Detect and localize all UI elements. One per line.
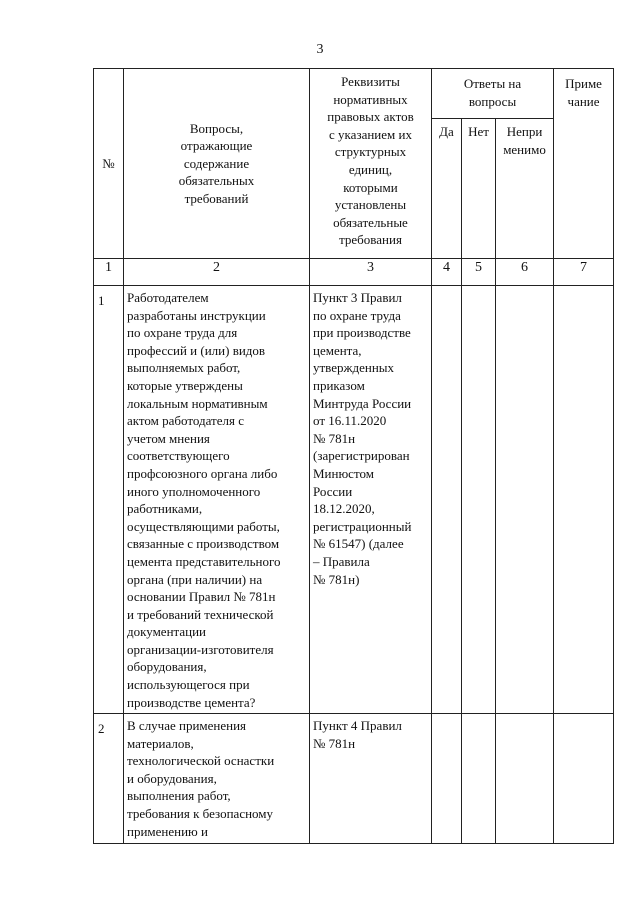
answer-yes-cell xyxy=(432,286,462,714)
row-question xyxy=(124,714,310,844)
page-number: 3 xyxy=(316,42,324,57)
column-number-row xyxy=(94,259,614,286)
row-requisites xyxy=(310,286,432,714)
checklist-table xyxy=(93,68,614,844)
header-answers-text: Ответы на вопросы xyxy=(463,76,522,109)
column-number: 5 xyxy=(462,259,496,286)
column-number: 1 xyxy=(94,259,124,286)
header-questions-text: Вопросы, отражающие содержание обязательных требований xyxy=(178,120,255,206)
header-num: № xyxy=(94,69,124,259)
row-requisites xyxy=(310,714,432,844)
row-requisites-text: Пункт 4 Правил № 781н xyxy=(313,718,402,751)
column-number: 6 xyxy=(496,259,554,286)
answer-yes-cell xyxy=(432,714,462,844)
table-row xyxy=(94,286,614,714)
header-no: Нет xyxy=(462,119,496,259)
notes-cell xyxy=(554,714,614,844)
row-question xyxy=(124,286,310,714)
header-requisites xyxy=(310,69,432,259)
answer-not-applicable-cell xyxy=(496,286,554,714)
table-row xyxy=(94,714,614,844)
header-not-applicable xyxy=(496,119,554,259)
row-number-text: 2 xyxy=(98,721,105,736)
row-question-text: Работодателем разработаны инструкции по охране труда для профессий и (или) видов выполняемых работ, которые утверждены локальным нормативным актом работодателя с учетом мнения соответствующего профсоюзного органа либо иного уполномоченного работниками, осуществляющими работы, связанные с производством цемента представительного органа (при наличии) на основании Правил № 781н и требований технической документации организации-изготовителя оборудования, использующегося при производстве цемента? xyxy=(127,290,281,710)
notes-cell xyxy=(554,286,614,714)
column-number: 7 xyxy=(554,259,614,286)
row-requisites-text: Пункт 3 Правил по охране труда при производстве цемента, утвержденных приказом Минтруда России от 16.11.2020 № 781н (зарегистрирован Минюстом России 18.12.2020, регистрационный № 61547) (далее – Правила № 781н) xyxy=(313,290,412,587)
header-yes: Да xyxy=(432,119,462,259)
header-answers xyxy=(432,69,554,119)
column-number: 2 xyxy=(124,259,310,286)
row-question-text: В случае применения материалов, технологической оснастки и оборудования, выполнения работ, требования к безопасному применению и xyxy=(127,718,275,839)
row-number xyxy=(94,714,124,844)
column-number: 3 xyxy=(310,259,432,286)
header-notes-text: Приме чание xyxy=(565,76,602,109)
header-requisites-text: Реквизиты нормативных правовых актов с указанием их структурных единиц, которыми установлены обязательные требования xyxy=(327,74,414,248)
answer-no-cell xyxy=(462,714,496,844)
column-number: 4 xyxy=(432,259,462,286)
header-row-1 xyxy=(94,69,614,119)
header-questions xyxy=(124,69,310,259)
row-number xyxy=(94,286,124,714)
answer-not-applicable-cell xyxy=(496,714,554,844)
header-not-applicable-text: Непри менимо xyxy=(503,124,546,157)
header-notes xyxy=(554,69,614,259)
answer-no-cell xyxy=(462,286,496,714)
row-number-text: 1 xyxy=(98,293,105,308)
